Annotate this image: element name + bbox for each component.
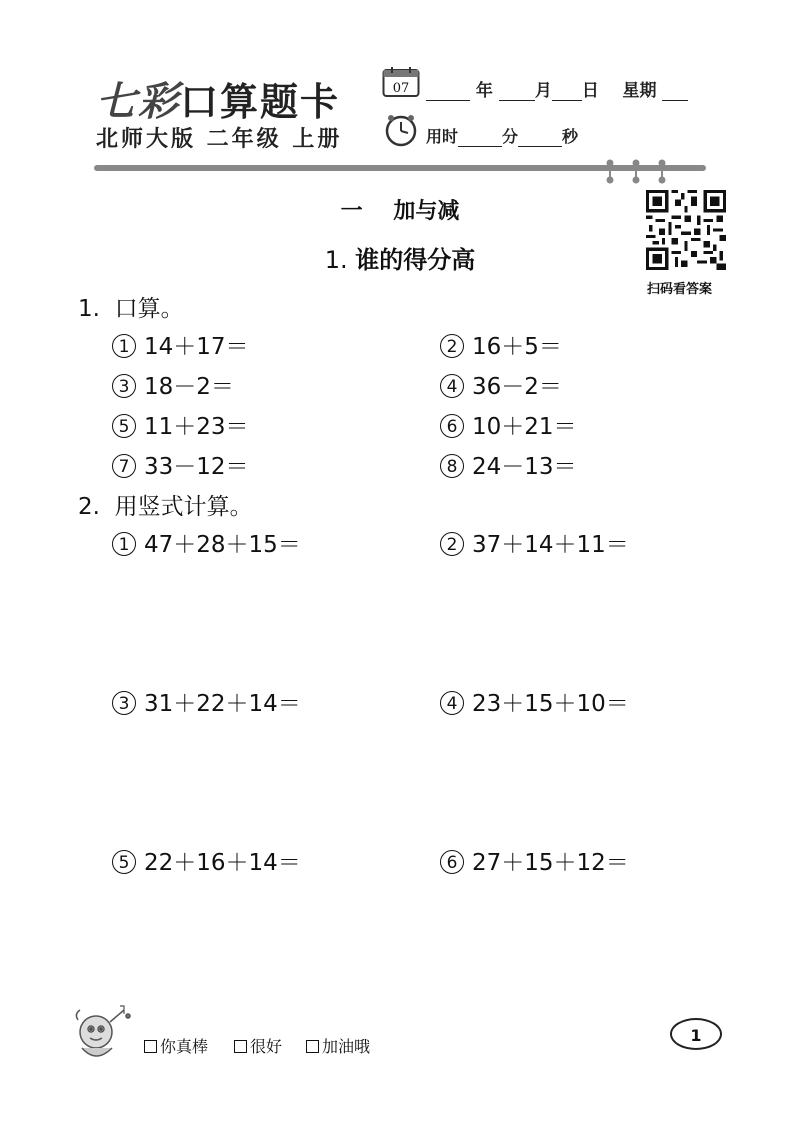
brand-name: 口算题卡 <box>180 80 341 124</box>
lesson-heading <box>0 240 800 275</box>
oral-problem-1 <box>112 328 249 361</box>
binder-rings <box>598 158 678 184</box>
problem-number-badge: 2 <box>440 532 464 556</box>
clock-icon <box>384 113 418 147</box>
section2-title: 用竖式计算。 <box>114 494 253 520</box>
oral-problem-2 <box>440 328 562 361</box>
problem-expression: 36－2＝ <box>472 374 562 400</box>
vertical-problem-5 <box>112 844 301 877</box>
vertical-problem-6 <box>440 844 629 877</box>
problem-number-badge: 4 <box>440 374 464 398</box>
month-label: 月 <box>534 81 552 101</box>
oral-problem-7 <box>112 448 249 481</box>
mascot-illustration <box>72 1002 134 1068</box>
rating-option-keep-going[interactable] <box>306 1034 370 1057</box>
problem-number-badge: 1 <box>112 532 136 556</box>
problem-expression: 18－2＝ <box>144 374 234 400</box>
day-blank[interactable] <box>552 82 582 101</box>
section1-title: 口算。 <box>114 296 184 322</box>
problem-number-badge: 5 <box>112 850 136 874</box>
lesson-number: 1. <box>324 246 348 274</box>
rating-label: 你真棒 <box>160 1037 209 1056</box>
problem-expression: 24－13＝ <box>472 454 577 480</box>
chapter-heading <box>0 194 800 225</box>
time-used-label: 用时 <box>426 127 459 146</box>
calendar-day: 07 <box>392 81 410 96</box>
problem-number-badge: 3 <box>112 374 136 398</box>
oral-problem-8 <box>440 448 577 481</box>
problem-expression: 47＋28＋15＝ <box>144 532 301 558</box>
checkbox[interactable] <box>234 1040 247 1053</box>
problem-expression: 10＋21＝ <box>472 414 577 440</box>
vertical-problem-1 <box>112 526 301 559</box>
checkbox[interactable] <box>306 1040 319 1053</box>
problem-expression: 23＋15＋10＝ <box>472 691 629 717</box>
calendar-icon <box>382 66 420 98</box>
problem-expression: 14＋17＝ <box>144 334 249 360</box>
rating-option-great[interactable] <box>144 1034 208 1057</box>
section1-number: 1. <box>78 296 100 322</box>
problem-expression: 22＋16＋14＝ <box>144 850 301 876</box>
date-fill-line <box>426 76 688 101</box>
rating-option-good[interactable] <box>234 1034 282 1057</box>
problem-expression: 31＋22＋14＝ <box>144 691 301 717</box>
problem-number-badge: 6 <box>440 414 464 438</box>
problem-number-badge: 2 <box>440 334 464 358</box>
brand-seven: 七彩 <box>96 79 180 125</box>
year-blank[interactable] <box>426 82 470 101</box>
problem-number-badge: 3 <box>112 691 136 715</box>
weekday-blank[interactable] <box>662 82 688 101</box>
vertical-problem-4 <box>440 685 629 718</box>
section2-number: 2. <box>78 494 100 520</box>
minute-label: 分 <box>502 127 519 146</box>
qr-caption: 扫码看答案 <box>647 282 713 297</box>
minute-blank[interactable] <box>458 128 502 147</box>
edition-label: 北师大版 二年级 上册 <box>96 127 343 152</box>
rating-label: 加油哦 <box>322 1037 371 1056</box>
oral-problem-4 <box>440 368 562 401</box>
section2-heading <box>78 488 253 521</box>
problem-number-badge: 7 <box>112 454 136 478</box>
checkbox[interactable] <box>144 1040 157 1053</box>
day-label: 日 <box>581 81 599 101</box>
vertical-problem-2 <box>440 526 629 559</box>
problem-expression: 27＋15＋12＝ <box>472 850 629 876</box>
page-number: 1 <box>670 1018 722 1050</box>
problem-number-badge: 4 <box>440 691 464 715</box>
brand-title <box>96 70 340 127</box>
vertical-problem-3 <box>112 685 301 718</box>
lesson-title: 谁的得分高 <box>355 246 476 274</box>
problem-expression: 37＋14＋11＝ <box>472 532 629 558</box>
problem-number-badge: 6 <box>440 850 464 874</box>
chapter-title: 加与减 <box>393 199 460 224</box>
month-blank[interactable] <box>499 82 535 101</box>
problem-number-badge: 5 <box>112 414 136 438</box>
time-used-line <box>426 124 578 147</box>
oral-problem-3 <box>112 368 234 401</box>
problem-number-badge: 1 <box>112 334 136 358</box>
problem-expression: 16＋5＝ <box>472 334 562 360</box>
problem-number-badge: 8 <box>440 454 464 478</box>
second-blank[interactable] <box>518 128 562 147</box>
oral-problem-5 <box>112 408 249 441</box>
section1-heading <box>78 290 184 323</box>
oral-problem-6 <box>440 408 577 441</box>
rating-label: 很好 <box>250 1037 283 1056</box>
year-label: 年 <box>475 81 493 101</box>
weekday-label: 星期 <box>622 81 657 101</box>
chapter-number: 一 <box>340 199 363 224</box>
second-label: 秒 <box>562 127 579 146</box>
problem-expression: 33－12＝ <box>144 454 249 480</box>
problem-expression: 11＋23＝ <box>144 414 249 440</box>
